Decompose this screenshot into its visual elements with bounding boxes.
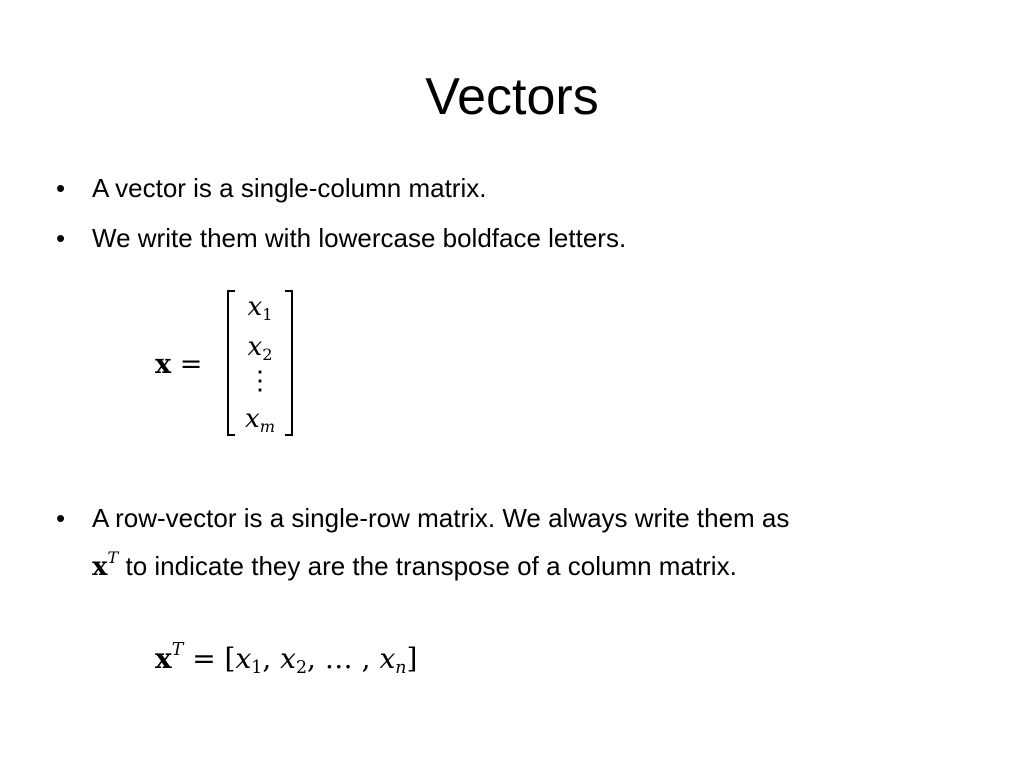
- row-entry-var: x: [379, 642, 396, 676]
- separator-ellipsis: , … ,: [306, 642, 380, 676]
- row-entry-var: x: [235, 642, 252, 676]
- vector-symbol: x: [92, 552, 108, 583]
- bullet-text: We write them with lowercase boldface letters.: [92, 223, 627, 253]
- vector-symbol: x: [155, 349, 172, 380]
- bullet-text-continued: [92, 538, 737, 587]
- matrix-entry: $x_2$: [247, 332, 273, 364]
- equals-sign: =: [171, 349, 203, 380]
- column-matrix: [227, 290, 293, 436]
- separator: ,: [262, 642, 281, 676]
- bullet-text-rest: to indicate they are the transpose of a column matrix.: [118, 551, 737, 582]
- row-entry-sub: 1: [251, 658, 263, 679]
- bullet-dot: •: [56, 503, 66, 533]
- vector-symbol: x: [155, 642, 172, 676]
- transpose-superscript: T: [107, 548, 119, 567]
- matrix-entry: $x_m$: [245, 404, 275, 436]
- close-bracket: ]: [406, 642, 418, 676]
- row-entry-var: x: [280, 642, 296, 676]
- row-entry-sub: 2: [295, 658, 307, 679]
- bullet-text: A vector is a single-column matrix.: [92, 173, 487, 203]
- transpose-superscript: T: [171, 640, 184, 660]
- column-vector-lhs: [155, 344, 202, 385]
- bullet-dot: •: [56, 173, 66, 203]
- matrix-entry: $x_1$: [247, 292, 273, 324]
- vertical-ellipsis: ⋮: [247, 366, 273, 396]
- row-entry-sub: n: [395, 658, 407, 679]
- bullet-dot: •: [56, 223, 66, 253]
- slide-title: Vectors: [425, 68, 599, 126]
- bullet-text: A row-vector is a single-row matrix. We always write them as: [92, 503, 790, 533]
- left-bracket: [227, 290, 235, 436]
- equals-open-bracket: = [: [183, 642, 236, 676]
- right-bracket: [285, 290, 293, 436]
- row-vector-equation: [155, 630, 417, 688]
